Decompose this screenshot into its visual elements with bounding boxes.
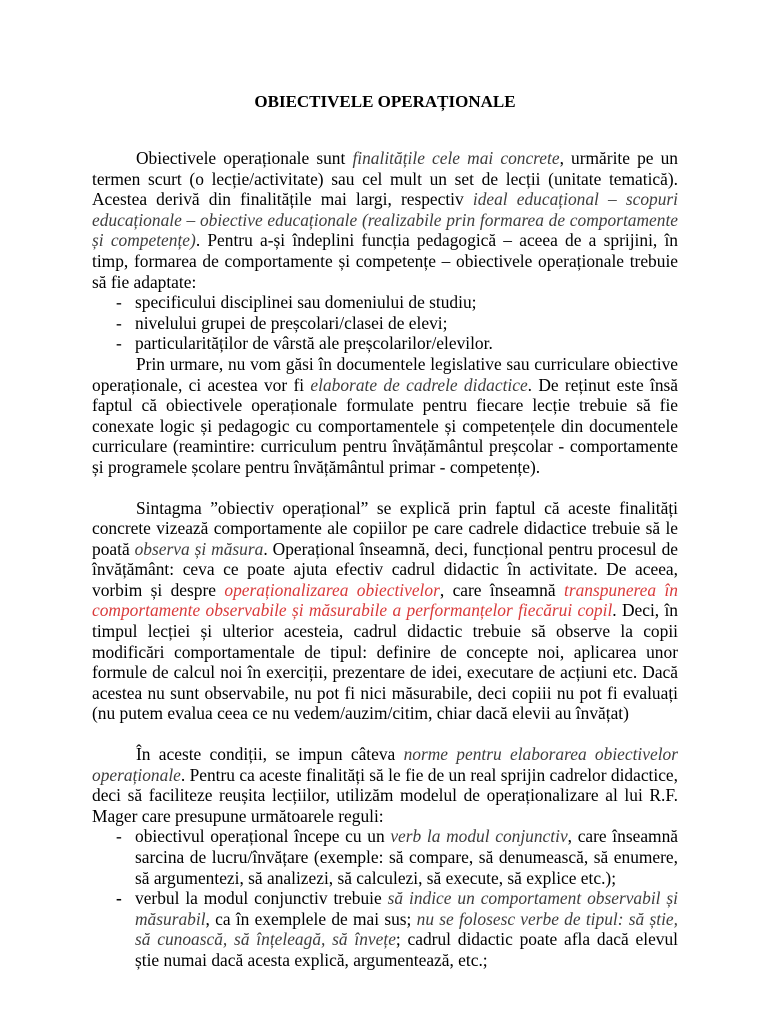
dash-bullet: - xyxy=(116,312,122,333)
italic-term: verb la modul conjunctiv xyxy=(390,826,568,847)
text-run: , care înseamnă sarcina de lucru/învățare (exemple: să compare, să denumească, să enumere, să argumentezi, să analizezi, să calculezi, să execute, să explice etc.); xyxy=(135,826,678,888)
text-run: , ca în exemplele de mai sus; xyxy=(205,908,417,929)
page-title: OBIECTIVELE OPERAȚIONALE xyxy=(254,92,516,111)
text-run: . Operațional înseamnă, deci, funcțional pentru procesul de învățământ: ceva ce poate ajuta efectiv cadrul didactic în activitate. De aceea, vorbim și despre xyxy=(92,538,678,600)
italic-term: să indice un comportament observabil și măsurabil xyxy=(135,888,678,929)
italic-term: observa și măsura xyxy=(134,538,264,559)
paragraph-operational xyxy=(92,498,678,725)
text-run: În aceste condiții, se impun câteva xyxy=(136,744,404,765)
list-item xyxy=(92,313,678,334)
dash-bullet: - xyxy=(116,333,122,354)
text-run: . Deci, în timpul lecției și ulterior acesteia, cadrul didactic trebuie să observe la copii modificări comportamentale de tipul: definire de concepte noi, aplicarea unor formule de calcul noi în exerciții, prezentare de idei, executare de acțiuni etc. Dacă acestea nu sunt observabile, nu pot fi nici măsurabile, deci copiii nu pot fi evaluați (nu putem evalua ceea ce nu vedem/auzim/citim, chiar dacă elevii au învățat) xyxy=(92,600,678,724)
italic-term: ideal educațional – scopuri educaționale – obiective educaționale (realizabile prin formarea de comportamente și competențe) xyxy=(92,189,679,251)
text-run: Sintagma ”obiectiv operațional” se explică prin faptul că aceste finalități concrete vizează comportamente ale copiilor pe care cadrele didactice trebuie să le poată xyxy=(92,497,678,559)
text-run: verbul la modul conjunctiv trebuie xyxy=(135,888,388,909)
text-run: , urmărite pe un termen scurt (o lecție/activitate) sau cel mult un set de lecții (unitate tematică). Acestea derivă din finalitățile mai largi, respectiv xyxy=(92,148,678,210)
text-run: . De reținut este însă faptul că obiectivele operaționale formulate pentru fiecare lecție trebuie să fie conexate logic și pedagogic cu comportamentele și competențele din documentele curriculare (reamintire: curriculum pentru învățământul preșcolar - comportamente și programele școlare pentru învățământul primar - competențe). xyxy=(92,374,678,477)
highlighted-term: transpunerea în comportamente observabile și măsurabile a performanțelor fiecărui copil xyxy=(92,579,679,621)
text-run: , care înseamnă xyxy=(439,579,564,600)
list-item xyxy=(92,333,678,354)
italic-term: finalitățile cele mai concrete xyxy=(352,148,560,168)
text-run: Obiectivele operaționale sunt xyxy=(136,148,353,168)
adaptation-list xyxy=(92,292,678,354)
text-run: ; cadrul didactic poate afla dacă elevul știe numai dacă acesta explică, argumentează, etc.; xyxy=(135,929,679,970)
text-run: . Pentru ca aceste finalități să le fie de un real sprijin cadrelor didactice, deci să faciliteze reușita lecțiilor, utilizăm modelul de operaționalizare al lui R.F. Mager care presupune următoarele reguli: xyxy=(92,764,678,826)
paragraph-intro xyxy=(92,148,678,292)
list-item-text: particularităților de vârstă ale preșcolarilor/elevilor. xyxy=(135,333,493,354)
list-item-text: nivelului grupei de preșcolari/clasei de elevi; xyxy=(135,312,448,333)
paragraph-curricular xyxy=(92,354,678,478)
text-run: . Pentru a-și îndeplini funcția pedagogică – aceea de a sprijini, în timp, formarea de comportamente și competențe – obiectivele operaționale trebuie să fie adaptate: xyxy=(92,230,679,292)
paragraph-norms xyxy=(92,744,678,826)
dash-bullet: - xyxy=(116,292,122,313)
dash-bullet: - xyxy=(116,826,122,847)
dash-bullet: - xyxy=(116,888,122,909)
rules-list xyxy=(92,826,678,970)
list-item xyxy=(92,826,678,888)
list-item xyxy=(92,888,678,970)
text-run: obiectivul operațional începe cu un xyxy=(135,826,391,847)
italic-term: norme pentru elaborarea obiectivelor operaționale xyxy=(92,744,678,785)
text-run: Prin urmare, nu vom găsi în documentele legislative sau curriculare obiective operaționale, ci acestea vor fi xyxy=(92,353,678,395)
list-item xyxy=(92,292,678,313)
italic-term: elaborate de cadrele didactice xyxy=(310,374,528,395)
highlighted-term: operaționalizarea obiectivelor xyxy=(224,579,440,600)
list-item-text: specificului disciplinei sau domeniului de studiu; xyxy=(135,292,477,313)
italic-term: nu se folosesc verbe de tipul: să știe, să cunoască, să înțeleagă, să învețe xyxy=(135,908,678,950)
